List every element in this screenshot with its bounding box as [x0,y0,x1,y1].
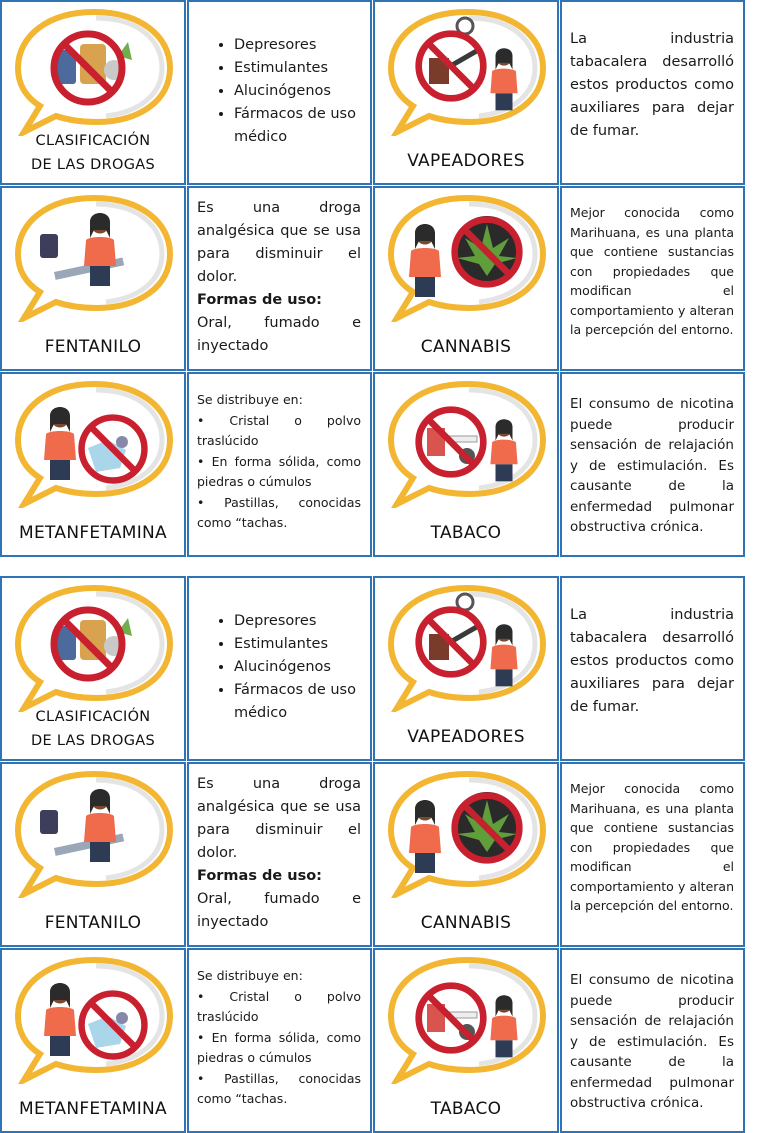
forms-of-use: Oral, fumado e inyectado [197,891,361,930]
list-item: • Cristal o polvo traslúcido [197,988,361,1024]
card-description: El consumo de nicotina puede producir sensación de relajación y de estimulación. Es causante de la enfermedad pulmonar obstructiva crónica. [570,972,734,1111]
cannabis-prohibited-illustration [383,768,551,898]
drug-types-list [197,610,361,725]
list-item: • Fármacos de uso médico [234,679,361,725]
vape-prohibited-illustration [383,6,551,136]
tabaco-card [373,948,559,1133]
metanfetamina-text-card [187,948,372,1133]
drugs-prohibited-illustration [10,582,178,712]
fentanyl-syringe-illustration [10,192,178,322]
fentanilo-text-card [187,186,372,371]
vapeadores-text-card [560,0,745,185]
list-item: • Depresores [234,34,361,57]
vapeadores-text-card [560,576,745,761]
clasificacion-card [0,0,186,185]
meth-prohibited-illustration [10,378,178,508]
card-title: TABACO [430,523,502,543]
distribution-intro: Se distribuye en: [197,392,303,407]
card-title: VAPEADORES [407,151,525,171]
list-item: • En forma sólida, como piedras o cúmulos [197,453,361,489]
tabaco-card [373,372,559,557]
fentanilo-card [0,186,186,371]
card-title: CANNABIS [420,913,512,933]
card-title: FENTANILO [44,913,142,933]
clasificacion-text-card [187,0,372,185]
card-description: Mejor conocida como Marihuana, es una planta que contiene sustancias con propiedades que modifican el comportamiento y alteran la percepción del entorno. [570,781,734,913]
card-description: El consumo de nicotina puede producir sensación de relajación y de estimulación. Es causante de la enfermedad pulmonar obstructiva crónica. [570,396,734,535]
card-title: CLASIFICACIÓN DE LAS DROGAS [31,709,155,749]
vapeadores-card [373,576,559,761]
vape-prohibited-illustration [383,582,551,712]
list-item: • Alucinógenos [234,656,361,679]
metanfetamina-card [0,948,186,1133]
fentanilo-text-card [187,762,372,947]
card-description: Es una droga analgésica que se usa para disminuir el dolor. [197,776,361,861]
distribution-intro: Se distribuye en: [197,968,303,983]
card-description: La industria tabacalera desarrolló estos productos como auxiliares para dejar de fumar. [570,31,734,139]
cannabis-text-card [560,186,745,371]
vapeadores-card [373,0,559,185]
list-item: • Cristal o polvo traslúcido [197,412,361,448]
drug-types-list [197,34,361,149]
forms-of-use: Oral, fumado e inyectado [197,315,361,354]
forms-of-use-label: Formas de uso: [197,292,322,308]
metanfetamina-text-card [187,372,372,557]
card-title: METANFETAMINA [19,1099,167,1119]
card-title: TABACO [430,1099,502,1119]
card-title: FENTANILO [44,337,142,357]
clasificacion-text-card [187,576,372,761]
card-title: VAPEADORES [407,727,525,747]
cannabis-prohibited-illustration [383,192,551,322]
cannabis-text-card [560,762,745,947]
card-description: Es una droga analgésica que se usa para disminuir el dolor. [197,200,361,285]
list-item: • Fármacos de uso médico [234,103,361,149]
cannabis-card [373,186,559,371]
tabaco-text-card [560,948,745,1133]
fentanyl-syringe-illustration [10,768,178,898]
card-description: Mejor conocida como Marihuana, es una planta que contiene sustancias con propiedades que modifican el comportamiento y alteran la percepción del entorno. [570,205,734,337]
meth-prohibited-illustration [10,954,178,1084]
card-title: CLASIFICACIÓN DE LAS DROGAS [31,133,155,173]
tabaco-text-card [560,372,745,557]
drugs-prohibited-illustration [10,6,178,136]
list-item: • Depresores [234,610,361,633]
list-item: • Alucinógenos [234,80,361,103]
card-title: CANNABIS [420,337,512,357]
list-item: • Pastillas, conocidas como “tachas. [197,494,361,530]
card-title: METANFETAMINA [19,523,167,543]
clasificacion-card [0,576,186,761]
tobacco-prohibited-illustration [383,954,551,1084]
fentanilo-card [0,762,186,947]
list-item: • Pastillas, conocidas como “tachas. [197,1070,361,1106]
metanfetamina-card [0,372,186,557]
cannabis-card [373,762,559,947]
list-item: • Estimulantes [234,633,361,656]
forms-of-use-label: Formas de uso: [197,868,322,884]
list-item: • Estimulantes [234,57,361,80]
tobacco-prohibited-illustration [383,378,551,508]
card-description: La industria tabacalera desarrolló estos productos como auxiliares para dejar de fumar. [570,607,734,715]
list-item: • En forma sólida, como piedras o cúmulos [197,1029,361,1065]
